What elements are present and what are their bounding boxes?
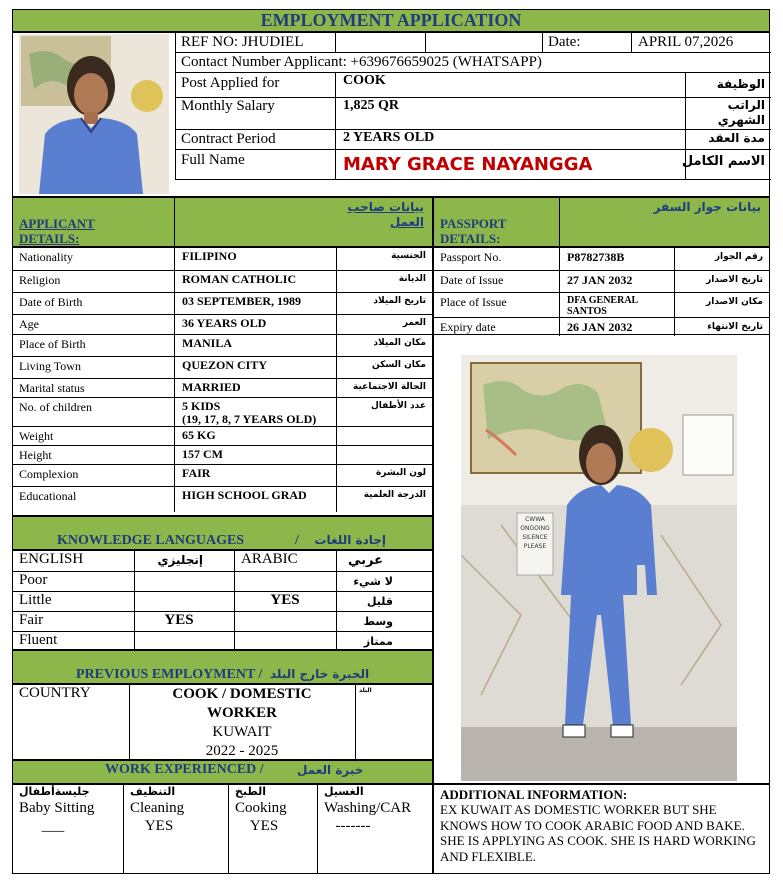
passport-title-ar: بيانات جواز السفر	[653, 200, 761, 214]
work-item-value: YES	[144, 818, 174, 834]
applicant-row	[13, 464, 432, 486]
passport-header	[433, 197, 770, 247]
applicant-row	[13, 270, 432, 292]
work-item-value: -------	[335, 818, 371, 834]
applicant-row-value-main: MARRIED	[182, 380, 241, 394]
arabic-label: ARABIC	[241, 551, 298, 567]
work-item-ar: الطبخ	[235, 785, 267, 798]
applicant-row	[13, 378, 432, 397]
applicant-row-value	[182, 337, 232, 350]
applicant-row-label: Height	[19, 448, 52, 462]
applicant-row-label-ar: لون البشرة	[375, 468, 426, 478]
languages-title-ar: إجادة اللغات	[314, 533, 386, 547]
applicant-row-value-extra: (19, 17, 8, 7 YEARS OLD)	[182, 412, 317, 426]
previous-years: 2022 - 2025	[205, 743, 279, 759]
previous-table	[12, 684, 433, 760]
passport-row	[434, 248, 769, 270]
fullname-value: MARY GRACE NAYANGGA	[343, 154, 593, 175]
applicant-row-label-ar: مكان السكن	[372, 360, 426, 370]
applicant-row-label-ar: الجنسية	[391, 251, 426, 261]
applicant-row-label: Age	[19, 317, 39, 331]
passport-row-label: Passport No.	[440, 250, 502, 264]
applicant-row-value	[182, 429, 216, 442]
applicant-row-value-main: FILIPINO	[182, 249, 237, 263]
applicant-row-label: Complexion	[19, 467, 79, 481]
post-label: Post Applied for	[181, 75, 280, 91]
applicant-row-label: Place of Birth	[19, 337, 86, 351]
salary-label: Monthly Salary	[181, 98, 275, 114]
applicant-table	[12, 247, 433, 516]
applicant-row-value	[182, 448, 223, 461]
languages-slash: /	[295, 533, 299, 548]
previous-country-label: COUNTRY	[19, 685, 91, 701]
applicant-header	[12, 197, 433, 247]
applicant-row	[13, 397, 432, 426]
level-label-ar: ممتاز	[363, 635, 393, 648]
work-item-label: Washing/CAR	[324, 800, 412, 816]
ref-number: REF NO: JHUDIEL	[181, 34, 304, 50]
page-title: EMPLOYMENT APPLICATION	[260, 10, 522, 30]
contract-label: Contract Period	[181, 131, 276, 147]
passport-row-value: DFA GENERAL SANTOS	[567, 295, 638, 317]
passport-row-value: P8782738B	[567, 250, 625, 264]
photo-frame	[433, 335, 770, 784]
applicant-row	[13, 248, 432, 270]
applicant-row-value-main: MANILA	[182, 336, 232, 350]
applicant-row-label: Marital status	[19, 381, 85, 395]
work-title: WORK EXPERIENCED /	[105, 762, 264, 777]
passport-row-label-ar: رقم الجواز	[714, 252, 763, 262]
applicant-row-value-main: ROMAN CATHOLIC	[182, 272, 297, 286]
applicant-row-value	[182, 250, 237, 263]
contact-number: Contact Number Applicant: +639676659025 (WHATSAPP)	[181, 54, 542, 70]
work-item	[13, 785, 123, 873]
additional-text: EX KUWAIT AS DOMESTIC WORKER BUT SHE KNOWS HOW TO COOK ARABIC FOOD AND BAKE. SHE IS APPLYING AS COOK. SHE IS HARD WORKING AND FLEXIBLE.	[440, 802, 756, 864]
applicant-title: APPLICANT DETAILS:	[19, 216, 95, 246]
level-label: Fluent	[19, 632, 58, 648]
applicant-row-label: Living Town	[19, 359, 81, 373]
applicant-row	[13, 292, 432, 314]
applicant-row-value	[182, 359, 267, 372]
previous-country-ar: البلد	[359, 687, 372, 694]
fullname-label: Full Name	[181, 152, 245, 168]
work-item-ar: الغسيل	[324, 785, 364, 798]
languages-title: KNOWLEDGE LANGUAGES	[57, 533, 245, 548]
salary-value: 1,825 QR	[343, 98, 399, 113]
applicant-row-value-main: 5 KIDS	[182, 399, 221, 413]
contract-label-ar: مدة العقد	[708, 131, 765, 145]
title-bar	[12, 9, 770, 32]
work-item-label: Cleaning	[130, 800, 185, 816]
applicant-row-label: Educational	[19, 489, 77, 503]
passport-row-value: 26 JAN 2032	[567, 320, 633, 334]
applicant-row-value-main: 157 CM	[182, 447, 223, 461]
header-block	[12, 32, 770, 197]
work-item-ar: جليسةأطفال	[19, 785, 90, 798]
date-label: Date:	[548, 34, 581, 50]
applicant-row-label: Date of Birth	[19, 295, 83, 309]
passport-row-label: Date of Issue	[440, 273, 504, 287]
applicant-row-label-ar: الحالة الاجتماعية	[353, 382, 426, 392]
fullname-label-ar: الاسم الكامل	[681, 154, 765, 169]
applicant-row-label-ar: العمر	[402, 318, 426, 328]
applicant-row-label-ar: مكان الميلاد	[373, 338, 426, 348]
additional-title: ADDITIONAL INFORMATION:	[440, 787, 628, 802]
passport-row-label-ar: تاريخ الانتهاء	[707, 322, 763, 332]
work-item	[228, 785, 317, 873]
applicant-row-value-main: 36 YEARS OLD	[182, 316, 267, 330]
language-level-row	[13, 591, 432, 611]
post-label-ar: الوظيفة	[716, 77, 765, 91]
work-item-value: ___	[41, 818, 65, 834]
passport-row-label: Place of Issue	[440, 295, 507, 309]
passport-row-value: 27 JAN 2032	[567, 273, 633, 287]
contract-value: 2 YEARS OLD	[343, 130, 435, 145]
language-level-row	[13, 611, 432, 631]
applicant-row-value-main: 03 SEPTEMBER, 1989	[182, 294, 302, 308]
post-value: COOK	[343, 73, 386, 88]
applicant-row-value	[182, 489, 307, 502]
previous-title: PREVIOUS EMPLOYMENT /	[76, 667, 263, 682]
passport-row-label: Expiry date	[440, 320, 496, 334]
applicant-row-value-main: HIGH SCHOOL GRAD	[182, 488, 307, 502]
level-arabic: YES	[270, 592, 300, 608]
work-header	[12, 760, 433, 784]
language-level-row	[13, 571, 432, 591]
work-title-ar: خبرة العمل	[297, 763, 364, 777]
work-item	[317, 785, 434, 873]
applicant-row-label-ar: الديانة	[398, 274, 426, 284]
level-label: Poor	[19, 572, 48, 588]
passport-row	[434, 270, 769, 292]
portrait-image	[19, 34, 169, 194]
applicant-row	[13, 334, 432, 356]
passport-row-label-ar: تاريخ الاصدار	[706, 275, 763, 285]
previous-job: COOK / DOMESTIC WORKER	[172, 686, 312, 721]
passport-row	[434, 317, 769, 336]
level-english: YES	[164, 612, 194, 628]
language-level-row	[13, 631, 432, 651]
languages-header	[12, 516, 433, 550]
salary-label-ar: الراتب الشهري	[717, 98, 765, 127]
previous-header	[12, 650, 433, 684]
level-label: Little	[19, 592, 52, 608]
applicant-row	[13, 445, 432, 464]
passport-row	[434, 292, 769, 317]
passport-row-label-ar: مكان الاصدار	[706, 297, 763, 307]
previous-title-ar: الخبرة خارج البلد	[270, 667, 370, 681]
applicant-photo-small	[19, 34, 169, 194]
applicant-row-label-ar: تاريخ الميلاد	[373, 296, 426, 306]
level-label-ar: وسط	[363, 615, 393, 628]
applicant-row-value	[182, 273, 296, 286]
applicant-title-ar: بيانات صاحب العمل	[347, 200, 424, 229]
applicant-row-label: Weight	[19, 429, 54, 443]
english-label-ar: إنجليزي	[157, 553, 203, 567]
applicant-row-value-main: QUEZON CITY	[182, 358, 268, 372]
applicant-row-label-ar: الدرجة العلمية	[363, 490, 426, 500]
level-label-ar: لا شيء	[353, 575, 393, 588]
applicant-row-value	[182, 381, 241, 394]
applicant-row-value-main: FAIR	[182, 466, 211, 480]
applicant-row-value	[182, 467, 210, 480]
work-item-ar: التنظيف	[130, 785, 176, 798]
applicant-row	[13, 486, 432, 512]
photo-sign: CWWA ONGOING SILENCE PLEASE	[520, 516, 550, 550]
work-item-value: YES	[249, 818, 279, 834]
applicant-row	[13, 426, 432, 445]
work-item-label: Cooking	[235, 800, 287, 816]
applicant-row-label: Nationality	[19, 250, 73, 264]
level-label-ar: قليل	[366, 595, 393, 608]
applicant-row	[13, 356, 432, 378]
passport-title: PASSPORT DETAILS:	[440, 216, 507, 246]
applicant-row	[13, 314, 432, 334]
passport-table	[433, 247, 770, 335]
date-value: APRIL 07,2026	[638, 34, 734, 50]
applicant-row-value	[182, 400, 316, 426]
applicant-row-label: No. of children	[19, 400, 92, 414]
applicant-row-value	[182, 295, 301, 308]
work-item	[123, 785, 228, 873]
work-item-label: Baby Sitting	[19, 800, 95, 816]
applicant-row-value	[182, 317, 266, 330]
level-label: Fair	[19, 612, 44, 628]
arabic-label-ar: عربي	[347, 553, 383, 568]
previous-country: KUWAIT	[212, 724, 272, 740]
languages-table	[12, 550, 433, 650]
work-table	[12, 784, 433, 874]
applicant-row-value-main: 65 KG	[182, 428, 216, 442]
applicant-row-label-ar: عدد الأطفال	[370, 401, 426, 411]
english-label: ENGLISH	[19, 551, 84, 567]
applicant-row-label: Religion	[19, 273, 61, 287]
additional-info	[433, 784, 770, 874]
